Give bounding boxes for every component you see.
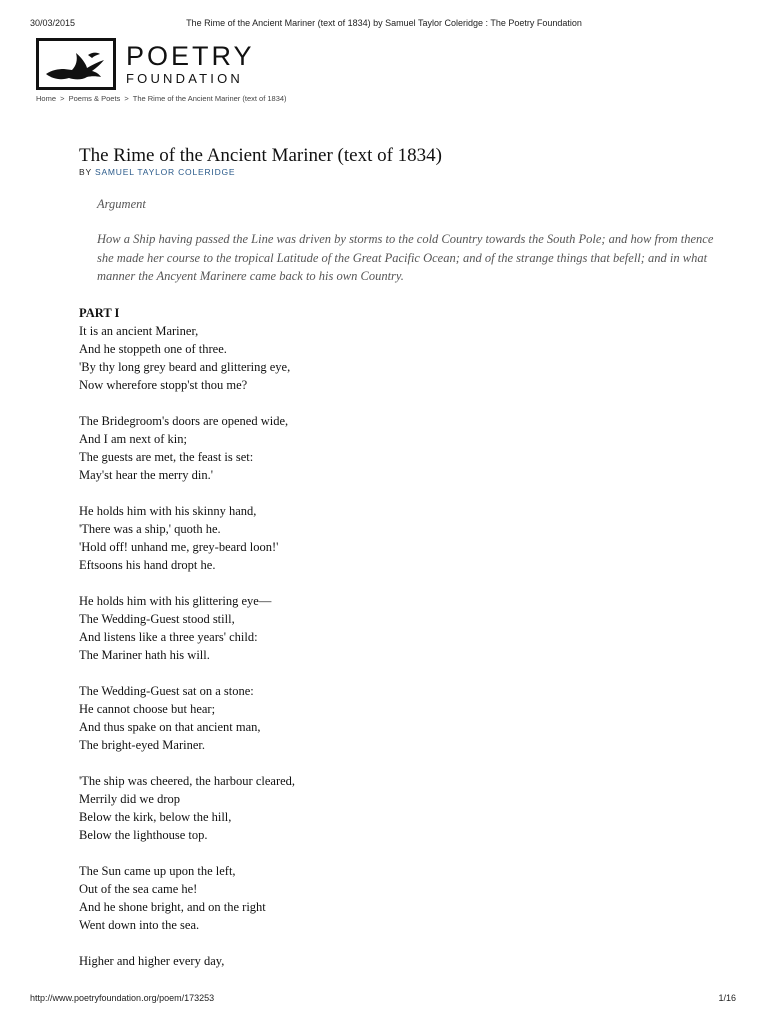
stanza xyxy=(79,772,295,844)
breadcrumb-separator: > xyxy=(60,94,65,103)
breadcrumb-current: The Rime of the Ancient Mariner (text of 1834) xyxy=(132,94,287,103)
part-heading: PART I xyxy=(79,306,120,320)
poem-line: And listens like a three years' child: xyxy=(79,630,258,644)
poem-line: Eftsoons his hand dropt he. xyxy=(79,558,216,572)
argument-heading: Argument xyxy=(97,197,146,211)
poem-body xyxy=(79,304,295,988)
poem-line: 'The ship was cheered, the harbour cleared, xyxy=(79,774,296,788)
stanza xyxy=(79,862,295,934)
stanza xyxy=(79,502,295,574)
stanza-list xyxy=(79,322,295,970)
poem-line: The bright-eyed Mariner. xyxy=(79,738,205,752)
poem-line: It is an ancient Mariner, xyxy=(79,324,199,338)
breadcrumb-home[interactable]: Home xyxy=(36,94,57,103)
poem-line: And I am next of kin; xyxy=(79,432,187,446)
poem-line: The Bridegroom's doors are opened wide, xyxy=(79,414,289,428)
poem-line: 'Hold off! unhand me, grey-beard loon!' xyxy=(79,540,279,554)
poem-line: 'By thy long grey beard and glittering eye, xyxy=(79,360,291,374)
stanza xyxy=(79,592,295,664)
bird-logo-icon xyxy=(36,38,116,90)
poem-line: Now wherefore stopp'st thou me? xyxy=(79,378,248,392)
poem-title: The Rime of the Ancient Mariner (text of 1834) xyxy=(79,145,443,166)
author-link[interactable]: SAMUEL TAYLOR COLERIDGE xyxy=(94,167,236,177)
poem-line: And he stoppeth one of three. xyxy=(79,342,227,356)
poem-line: Out of the sea came he! xyxy=(79,882,198,896)
poem-line: The Wedding-Guest stood still, xyxy=(79,612,235,626)
poem-line: Higher and higher every day, xyxy=(79,954,225,968)
poem-line: He holds him with his glittering eye— xyxy=(79,594,272,608)
poetry-foundation-logo[interactable] xyxy=(36,38,255,90)
stanza xyxy=(79,412,295,484)
stanza xyxy=(79,952,295,970)
logo-wordmark xyxy=(126,42,255,87)
poem-line: May'st hear the merry din.' xyxy=(79,468,213,482)
poem-line: Below the kirk, below the hill, xyxy=(79,810,232,824)
stanza xyxy=(79,682,295,754)
poem-line: The guests are met, the feast is set: xyxy=(79,450,254,464)
print-page-number: 1/16 xyxy=(718,993,736,1003)
logo-line-foundation: FOUNDATION xyxy=(126,70,243,86)
poem-line: He holds him with his skinny hand, xyxy=(79,504,257,518)
poem-line: The Wedding-Guest sat on a stone: xyxy=(79,684,254,698)
byline-prefix: BY xyxy=(79,167,92,177)
byline xyxy=(79,167,235,177)
poem-line: The Sun came up upon the left, xyxy=(79,864,236,878)
breadcrumb xyxy=(36,94,287,103)
argument-text: How a Ship having passed the Line was driven by storms to the cold Country towards the South Pole; and how from thence she made her course to the tropical Latitude of the Great Pacific Ocean; and of the strange things that befell; and in what manner the Ancyent Marinere came back to his own Country. xyxy=(97,232,714,283)
argument xyxy=(97,195,717,286)
poem-line: He cannot choose but hear; xyxy=(79,702,216,716)
breadcrumb-poems-poets[interactable]: Poems & Poets xyxy=(68,94,121,103)
poem-line: 'There was a ship,' quoth he. xyxy=(79,522,221,536)
stanza xyxy=(79,322,295,394)
poem-line: Below the lighthouse top. xyxy=(79,828,208,842)
poem-line: Merrily did we drop xyxy=(79,792,181,806)
poem-line: And thus spake on that ancient man, xyxy=(79,720,261,734)
logo-line-poetry: POETRY xyxy=(126,40,255,71)
poem-line: Went down into the sea. xyxy=(79,918,200,932)
poem-line: The Mariner hath his will. xyxy=(79,648,210,662)
poem-line: And he shone bright, and on the right xyxy=(79,900,266,914)
print-page-title: The Rime of the Ancient Mariner (text of 1834) by Samuel Taylor Coleridge : The Poetry Foundation xyxy=(186,18,582,28)
print-url: http://www.poetryfoundation.org/poem/173253 xyxy=(30,993,215,1003)
print-date: 30/03/2015 xyxy=(30,18,76,28)
breadcrumb-separator: > xyxy=(124,94,129,103)
